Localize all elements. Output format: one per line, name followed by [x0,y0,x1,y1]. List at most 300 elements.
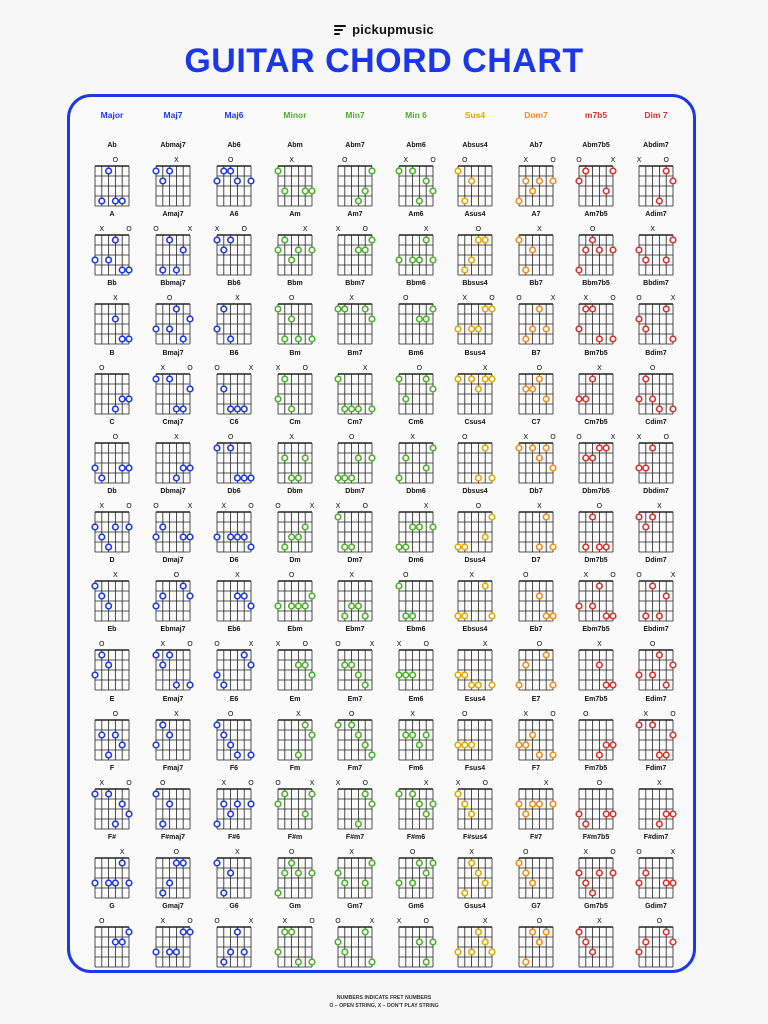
footer-line-2: O – OPEN STRING, X – DON'T PLAY STRING [329,1003,439,1009]
open-string-mark: O [489,294,495,303]
muted-string-mark: X [482,917,488,926]
chord-name: Bbmaj7 [160,280,186,288]
chord-name: Emaj7 [162,695,184,703]
open-string-mark: O [335,917,341,926]
chord-name: F#maj7 [160,834,186,841]
chart-frame [67,94,696,973]
chord-name: F#m7b5 [582,834,610,841]
muted-string-mark: X [282,917,288,926]
muted-string-mark: X [349,294,354,303]
open-string-mark: O [663,432,669,441]
column-header-3: Minor [283,110,307,120]
chord-name: Bmaj7 [162,349,184,357]
chord-name: Dbm [287,488,303,495]
chord-name: Fm7b5 [584,764,608,772]
muted-string-mark: X [469,848,474,856]
open-string-mark: O [362,502,368,510]
chord-name: Am7 [347,211,363,219]
open-string-mark: O [462,709,468,718]
chord-name: A [109,211,115,219]
chord-name: Ebmaj7 [160,626,186,634]
open-string-mark: O [462,156,468,164]
open-string-mark: O [423,917,429,926]
chord-name: Abm [287,142,303,149]
open-string-mark: O [636,294,642,303]
open-string-mark: O [636,848,642,856]
muted-string-mark: X [657,502,662,510]
chord-name: Eb [107,626,117,634]
open-string-mark: O [112,432,119,441]
chord-name: Bbm6 [406,280,426,288]
muted-string-mark: X [482,640,488,649]
chord-name: Fmaj7 [162,764,184,772]
muted-string-mark: X [610,156,616,164]
chord-name: B [109,349,115,357]
chord-name: E7 [531,695,541,703]
muted-string-mark: X [670,571,676,580]
open-string-mark: O [153,225,159,234]
chord-name: F#dim7 [643,834,669,841]
footer-legend [0,994,768,1010]
open-string-mark: O [610,294,616,303]
muted-string-mark: X [650,225,655,234]
open-string-mark: O [403,294,409,303]
chord-name: F#7 [529,834,543,841]
chord-name: Cm7 [347,418,363,426]
chord-name: Asus4 [464,211,486,219]
chord-name: Bm6 [408,349,424,357]
muted-string-mark: X [657,778,662,787]
column-header-7: Dom7 [524,110,548,120]
open-string-mark: O [99,640,105,649]
muted-string-mark: X [221,778,227,787]
chord-name: Ebm7 [345,626,365,634]
open-string-mark: O [462,432,468,441]
chord-name: Ab7 [529,142,543,149]
muted-string-mark: X [289,156,294,164]
muted-string-mark: X [302,225,308,234]
open-string-mark: O [248,502,254,510]
chord-name: Edim7 [645,695,667,703]
column-header-4: Min7 [345,110,365,120]
open-string-mark: O [214,917,220,926]
chord-name: G [109,903,115,911]
chord-name: G6 [229,903,239,911]
chord-name: Gmaj7 [162,903,184,911]
chord-name: Ebdim7 [643,626,669,634]
muted-string-mark: X [610,432,616,441]
open-string-mark: O [214,640,220,649]
open-string-mark: O [589,225,596,234]
chord-name: Fm6 [408,764,424,772]
chord-name: Ebsus4 [462,626,488,634]
open-string-mark: O [670,709,676,718]
chord-name: Am7b5 [584,211,608,219]
chord-name: Bbdim7 [643,280,669,288]
chord-name: Abmaj7 [160,142,186,149]
open-string-mark: O [173,848,180,856]
muted-string-mark: X [423,502,429,510]
chord-name: Dsus4 [464,557,486,565]
chord-name: G7 [531,903,541,911]
chord-name: Cm7b5 [584,418,608,426]
chord-name: B7 [531,349,541,357]
muted-string-mark: X [403,156,409,164]
muted-string-mark: X [362,363,368,372]
chord-name: F#m [287,834,303,841]
chord-name: E6 [229,695,239,703]
muted-string-mark: X [523,709,529,718]
column-header-6: Sus4 [464,110,486,120]
open-string-mark: O [403,571,409,580]
muted-string-mark: X [469,571,474,580]
muted-string-mark: X [113,294,118,303]
muted-string-mark: X [221,502,227,510]
chord-name: A6 [229,211,239,219]
open-string-mark: O [523,848,529,856]
open-string-mark: O [227,432,234,441]
chord-name: F6 [229,764,239,772]
chord-name: Cmaj7 [162,418,184,426]
chord-name: C6 [229,418,239,426]
muted-string-mark: X [214,225,220,234]
column-header-1: Maj7 [163,110,183,120]
chord-name: F7 [531,764,541,772]
column-header-2: Maj6 [224,110,244,120]
open-string-mark: O [348,709,355,718]
muted-string-mark: X [296,709,301,718]
chord-name: Fsus4 [464,764,486,772]
chord-name: Dbm7b5 [582,488,610,495]
muted-string-mark: X [113,571,118,580]
chord-name: Em7b5 [584,695,608,703]
open-string-mark: O [348,432,355,441]
open-string-mark: O [99,917,105,926]
chord-name: Abm6 [406,142,426,149]
open-string-mark: O [112,156,119,164]
open-string-mark: O [302,640,308,649]
open-string-mark: O [275,778,281,787]
muted-string-mark: X [583,571,589,580]
open-string-mark: O [536,917,543,926]
muted-string-mark: X [160,917,166,926]
chord-name: Eb6 [227,626,241,634]
chord-name: Cdim7 [645,418,667,426]
chord-name: Abdim7 [643,142,669,149]
open-string-mark: O [536,363,543,372]
muted-string-mark: X [187,225,193,234]
open-string-mark: O [288,848,295,856]
muted-string-mark: X [187,502,193,510]
muted-string-mark: X [482,363,488,372]
muted-string-mark: X [275,363,281,372]
open-string-mark: O [550,156,556,164]
chord-name: Csus4 [464,418,486,426]
open-string-mark: O [475,502,482,510]
chord-name: Gm6 [408,903,424,911]
chord-name: Dm [289,557,301,565]
muted-string-mark: X [335,778,341,787]
muted-string-mark: X [455,778,461,787]
open-string-mark: O [288,294,295,303]
open-string-mark: O [423,640,429,649]
open-string-mark: O [516,294,522,303]
column-header-8: m7b5 [584,110,608,120]
open-string-mark: O [649,363,656,372]
muted-string-mark: X [369,917,375,926]
muted-string-mark: X [670,294,676,303]
muted-string-mark: X [289,432,294,441]
chord-name: Em7 [347,695,363,703]
muted-string-mark: X [396,640,402,649]
open-string-mark: O [475,225,482,234]
muted-string-mark: X [235,571,240,580]
chord-name: Ab6 [227,142,241,149]
pickupmusic-logo-icon [334,24,346,36]
chord-name: Db6 [227,488,241,495]
muted-string-mark: X [235,848,240,856]
open-string-mark: O [523,571,529,580]
muted-string-mark: X [643,709,649,718]
open-string-mark: O [656,917,663,926]
chord-name: Fm [289,764,301,772]
chord-name: D7 [531,557,541,565]
chord-name: Bsus4 [464,349,486,357]
chord-name: Abm7b5 [582,142,610,149]
chord-name: Dm7 [347,557,363,565]
muted-string-mark: X [537,225,542,234]
muted-string-mark: X [309,778,315,787]
chord-name: Dm7b5 [584,557,608,565]
chord-name: Amaj7 [162,211,184,219]
chord-name: Dbsus4 [462,488,488,495]
column-header-5: Min 6 [405,110,427,120]
chord-name: Dmaj7 [162,557,184,565]
muted-string-mark: X [423,778,429,787]
open-string-mark: O [416,363,423,372]
brand-name: pickupmusic [352,22,434,37]
open-string-mark: O [362,225,368,234]
chord-name: Am [289,211,301,219]
muted-string-mark: X [636,156,642,164]
chord-name: Bbsus4 [462,280,488,288]
open-string-mark: O [275,502,281,510]
chord-name: Esus4 [464,695,486,703]
muted-string-mark: X [550,294,556,303]
open-string-mark: O [227,709,234,718]
muted-string-mark: X [543,778,549,787]
muted-string-mark: X [248,640,254,649]
open-string-mark: O [112,709,119,718]
open-string-mark: O [576,156,582,164]
open-string-mark: O [583,709,589,718]
muted-string-mark: X [309,502,315,510]
brand [0,22,768,37]
chord-name: Bbm7 [345,280,365,288]
chord-name: Gm [289,903,301,911]
chord-name: Db7 [529,488,543,495]
open-string-mark: O [342,156,348,164]
open-string-mark: O [610,571,616,580]
open-string-mark: O [610,848,616,856]
muted-string-mark: X [335,225,341,234]
chord-name: Bm7b5 [584,349,608,357]
open-string-mark: O [160,778,166,787]
chord-name: Bb [107,280,117,288]
muted-string-mark: X [174,156,179,164]
chord-name: A7 [531,211,541,219]
column-header-9: Dim 7 [644,110,668,120]
chord-name: Bdim7 [645,349,667,357]
column-headers [0,110,768,124]
open-string-mark: O [663,156,669,164]
muted-string-mark: X [174,709,179,718]
open-string-mark: O [550,709,556,718]
chord-name: Ebm [287,626,303,634]
open-string-mark: O [362,778,368,787]
chord-name: F# [107,834,117,841]
open-string-mark: O [173,571,180,580]
open-string-mark: O [187,640,193,649]
open-string-mark: O [214,363,220,372]
muted-string-mark: X [99,225,105,234]
chord-name: Bm [289,349,301,357]
open-string-mark: O [288,571,295,580]
muted-string-mark: X [597,363,602,372]
open-string-mark: O [335,640,341,649]
open-string-mark: O [99,363,105,372]
muted-string-mark: X [462,294,468,303]
muted-string-mark: X [597,640,602,649]
chord-name: F#m6 [406,834,426,841]
muted-string-mark: X [396,917,402,926]
muted-string-mark: X [349,571,354,580]
chord-name: Gdim7 [645,903,667,911]
open-string-mark: O [309,917,315,926]
muted-string-mark: X [523,156,529,164]
muted-string-mark: X [410,432,415,441]
chord-name: Am6 [408,211,424,219]
chord-name: Fdim7 [645,764,667,772]
open-string-mark: O [126,225,132,234]
open-string-mark: O [248,778,254,787]
chord-name: Bm7 [347,349,363,357]
chord-name: Gm7b5 [584,903,608,911]
open-string-mark: O [409,848,416,856]
chord-name: C7 [531,418,541,426]
muted-string-mark: X [119,848,125,856]
chord-name: Adim7 [645,211,667,219]
open-string-mark: O [302,363,308,372]
chord-name: D6 [229,557,239,565]
chord-name: Gsus4 [464,903,486,911]
muted-string-mark: X [99,778,105,787]
open-string-mark: O [430,156,436,164]
muted-string-mark: X [248,917,254,926]
chord-name: Cm [289,418,301,426]
chord-name: Ebm7b5 [582,626,610,634]
muted-string-mark: X [349,848,354,856]
chord-name: Cm6 [408,418,424,426]
chord-name: F#sus4 [462,834,488,841]
page-title: GUITAR CHORD CHART [184,42,584,80]
open-string-mark: O [482,778,488,787]
chord-name: Bb7 [529,280,543,288]
open-string-mark: O [166,294,173,303]
chord-name: Bbm [287,280,303,288]
muted-string-mark: X [597,917,602,926]
chord-name: F#6 [227,834,241,841]
chord-name: Dm6 [408,557,424,565]
chord-name: Db [107,488,117,495]
chord-name: Dbmaj7 [160,488,186,495]
chord-name: Dbdim7 [643,488,669,495]
chord-name: Em [289,695,301,703]
muted-string-mark: X [410,709,415,718]
chord-name: Bb6 [227,280,241,288]
chord-name: B6 [229,349,239,357]
chord-name: Bbm7b5 [582,280,610,288]
muted-string-mark: X [174,432,179,441]
chord-name: F [109,764,115,772]
muted-string-mark: X [235,294,240,303]
muted-string-mark: X [99,502,105,510]
footer-line-1: NUMBERS INDICATE FRET NUMBERS [336,995,432,1001]
muted-string-mark: X [423,225,429,234]
chord-name: Eb7 [529,626,543,634]
chord-name: Fm7 [347,764,363,772]
muted-string-mark: X [369,640,375,649]
chord-name: D [109,557,115,565]
muted-string-mark: X [636,432,642,441]
open-string-mark: O [187,917,193,926]
muted-string-mark: X [537,502,542,510]
column-header-0: Major [100,110,124,120]
open-string-mark: O [636,571,642,580]
muted-string-mark: X [335,502,341,510]
chord-name: Abm7 [345,142,365,149]
open-string-mark: O [126,502,132,510]
open-string-mark: O [241,225,247,234]
muted-string-mark: X [160,640,166,649]
chord-name: Ebm6 [406,626,426,634]
chord-name: Dbm7 [345,488,365,495]
chord-name: Ddim7 [645,557,667,565]
chord-name: Dbm6 [406,488,426,495]
muted-string-mark: X [275,640,281,649]
open-string-mark: O [649,640,656,649]
open-string-mark: O [536,640,543,649]
chord-name: Ab [107,142,117,149]
muted-string-mark: X [160,363,166,372]
open-string-mark: O [187,363,193,372]
open-string-mark: O [576,432,582,441]
chord-name: E [109,695,115,703]
open-string-mark: O [596,778,603,787]
muted-string-mark: X [583,848,589,856]
open-string-mark: O [550,432,556,441]
muted-string-mark: X [583,294,589,303]
chord-name: Absus4 [462,142,488,149]
chord-name: C [109,418,115,426]
open-string-mark: O [227,156,234,164]
open-string-mark: O [153,502,159,510]
muted-string-mark: X [248,363,254,372]
chord-name: F#m7 [345,834,365,841]
chord-name: Em6 [408,695,424,703]
chord-name: Gm7 [347,903,363,911]
muted-string-mark: X [523,432,529,441]
